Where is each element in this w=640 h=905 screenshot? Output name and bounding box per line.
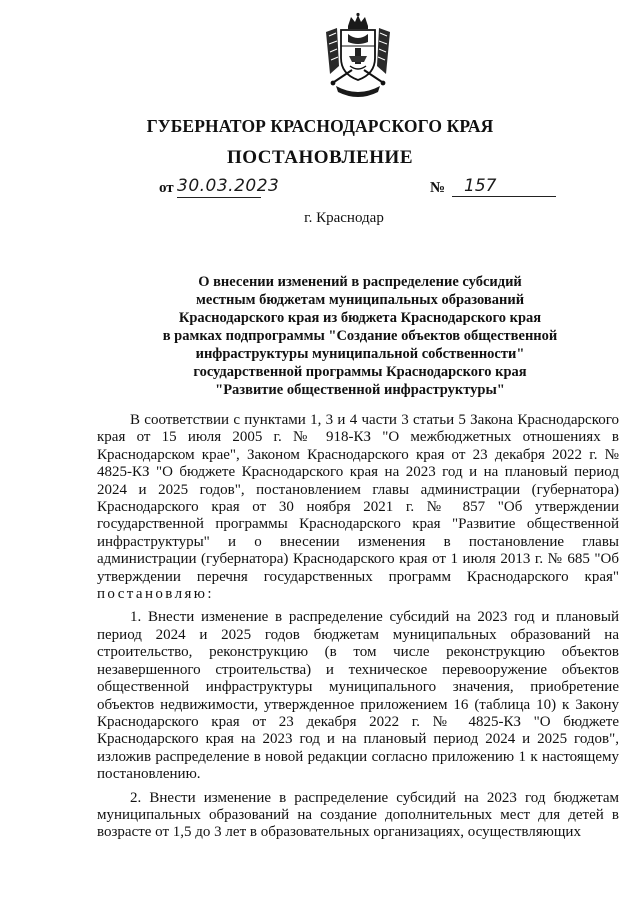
date-prefix: от [159, 180, 174, 196]
clause-2: 2. Внести изменение в распределение субсидий на 2023 год бюджетам муниципальных образований на создание дополнительных мест для детей в возрасте от 1,5 до 3 лет в образовательных организациях, осуществляющих [97, 789, 619, 841]
document-date: 30.03.2023 [177, 176, 280, 196]
subject-line: Краснодарского края из бюджета Краснодарского края [178, 310, 542, 326]
document-number: 157 [452, 175, 556, 197]
number-prefix: № [430, 180, 446, 196]
subject-line: инфраструктуры муниципальной собственности" [195, 346, 525, 362]
subject-line: местным бюджетам муниципальных образований [195, 292, 525, 308]
preamble-paragraph [97, 412, 619, 603]
coat-of-arms-icon [322, 12, 394, 98]
document-type: ПОСТАНОВЛЕНИЕ [226, 147, 414, 168]
city: г. Краснодар [304, 210, 384, 226]
document-body [97, 412, 619, 848]
preamble-text: В соответствии с пунктами 1, 3 и 4 части 3 статьи 5 Закона Краснодарского края от 15 июля 2005 г. № 918-КЗ "О межбюджетных отношениях в Краснодарском крае", Законом Краснодарского края от 23 декабря 2022 г. № 4825-КЗ "О бюджете Краснодарского края на 2023 год и на плановый период 2024 и 2025 годов", постановлением главы администрации (губернатора) Краснодарского края от 30 ноября 2021 г. № 857 "Об утверждении государственной программы Краснодарского края "Развитие общественной инфраструктуры" и о внесении изменения в постановление главы администрации (губернатора) Краснодарского края от 1 июля 2013 г. № 685 "Об утверждении перечня государственных программ Краснодарского края" [97, 412, 619, 585]
clause-1: 1. Внести изменение в распределение субсидий на 2023 год и плановый период 2024 и 2025 годов бюджетам муниципальных образований на строительство, реконструкцию (в том числе реконструкцию объектов незавершенного строительства) и техническое перевооружение объектов общественной инфраструктуры муниципального значения, приобретение объектов недвижимости, утвержденное приложением 16 (таблица 10) к Закону Краснодарского края от 23 декабря 2022 г. № 4825-КЗ "О бюджете Краснодарского края на 2023 год и на плановый период 2024 и 2025 годов", изложив распределение в новой редакции согласно приложению 1 к настоящему постановлению. [97, 609, 619, 783]
subject-line: государственной программы Краснодарского края [193, 364, 527, 380]
issuing-authority: ГУБЕРНАТОР КРАСНОДАРСКОГО КРАЯ [146, 116, 494, 136]
subject-line: О внесении изменений в распределение субсидий [198, 274, 522, 290]
subject-line: "Развитие общественной инфраструктуры" [215, 382, 505, 398]
decree-word: постановляю: [97, 586, 214, 603]
subject-line: в рамках подпрограммы "Создание объектов общественной [162, 328, 558, 344]
document-subject [150, 273, 570, 399]
